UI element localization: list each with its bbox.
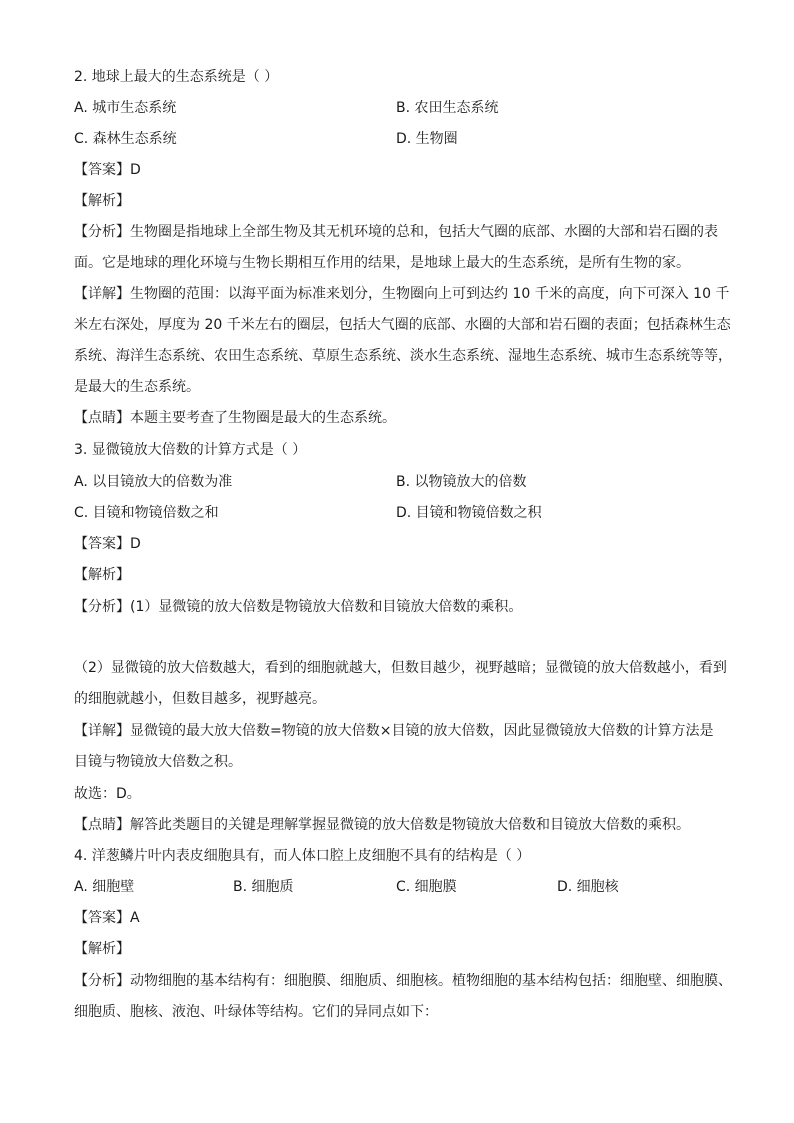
question-4-stem: 4. 洋葱鳞片叶内表皮细胞具有，而人体口腔上皮细胞不具有的结构是（ ）: [74, 848, 531, 864]
q3-choose: 故选：D。: [74, 786, 141, 802]
q3-xiangjie-line-2: 目镜与物镜放大倍数之积。: [74, 754, 242, 770]
question-3-stem: 3. 显微镜放大倍数的计算方式是（ ）: [74, 442, 307, 458]
q3-xiangjie-line-1: 【详解】显微镜的最大放大倍数=物镜的放大倍数×目镜的放大倍数，因此显微镜放大倍数的计算方法是: [74, 723, 714, 739]
q2-answer: 【答案】D: [74, 162, 141, 178]
question-2-stem: 2. 地球上最大的生态系统是（ ）: [74, 69, 279, 85]
q4-option-b: B. 细胞质: [233, 879, 294, 895]
q4-answer: 【答案】A: [74, 910, 140, 926]
q4-fenxi-line-2: 细胞质、胞核、液泡、叶绿体等结构。它们的异同点如下：: [74, 1004, 438, 1020]
q4-option-c: C. 细胞膜: [396, 879, 457, 895]
q3-fenxi2-line-2: 的细胞就越小，但数目越多，视野越亮。: [74, 691, 326, 707]
q2-xiangjie-line-4: 是最大的生态系统。: [74, 379, 200, 395]
q3-fenxi2-line-1: （2）显微镜的放大倍数越大，看到的细胞就越大，但数目越少，视野越暗；显微镜的放大倍数越小，看到: [74, 660, 727, 676]
q4-fenxi-line-1: 【分析】动物细胞的基本结构有：细胞膜、细胞质、细胞核。植物细胞的基本结构包括：细胞壁、细胞膜、: [74, 973, 732, 989]
q2-option-c: C. 森林生态系统: [74, 131, 177, 147]
q2-xiangjie-line-2: 米左右深处，厚度为 20 千米左右的圈层，包括大气圈的底部、水圈的大部和岩石圈的表面；包括森林生态: [74, 317, 731, 333]
q2-xiangjie-line-3: 系统、海洋生态系统、农田生态系统、草原生态系统、淡水生态系统、湿地生态系统、城市生态系统等等，: [74, 348, 732, 364]
q4-option-a: A. 细胞壁: [74, 879, 135, 895]
q3-analysis-label: 【解析】: [74, 567, 130, 583]
q2-option-d: D. 生物圈: [396, 131, 458, 147]
q2-fenxi-line-2: 面。它是地球的理化环境与生物长期相互作用的结果，是地球上最大的生态系统，是所有生物的家。: [74, 255, 690, 271]
q3-option-c: C. 目镜和物镜倍数之和: [74, 505, 219, 521]
q4-option-d: D. 细胞核: [557, 879, 619, 895]
q3-option-b: B. 以物镜放大的倍数: [396, 474, 527, 490]
q3-fenxi: 【分析】(1）显微镜的放大倍数是物镜放大倍数和目镜放大倍数的乘积。: [74, 599, 523, 615]
q2-option-a: A. 城市生态系统: [74, 100, 177, 116]
q2-xiangjie-line-1: 【详解】生物圈的范围：以海平面为标准来划分，生物圈向上可到达约 10 千米的高度，向下可深入 10 千: [74, 286, 730, 302]
q3-dianjing: 【点睛】解答此类题目的关键是理解掌握显微镜的放大倍数是物镜放大倍数和目镜放大倍数的乘积。: [74, 817, 690, 833]
q2-fenxi-line-1: 【分析】生物圈是指地球上全部生物及其无机环境的总和，包括大气圈的底部、水圈的大部和岩石圈的表: [74, 224, 718, 240]
q4-analysis-label: 【解析】: [74, 941, 130, 957]
q3-answer: 【答案】D: [74, 536, 141, 552]
q2-option-b: B. 农田生态系统: [396, 100, 499, 116]
q2-analysis-label: 【解析】: [74, 193, 130, 209]
q3-option-a: A. 以目镜放大的倍数为准: [74, 474, 233, 490]
q2-dianjing: 【点睛】本题主要考查了生物圈是最大的生态系统。: [74, 410, 396, 426]
q3-option-d: D. 目镜和物镜倍数之积: [396, 505, 542, 521]
